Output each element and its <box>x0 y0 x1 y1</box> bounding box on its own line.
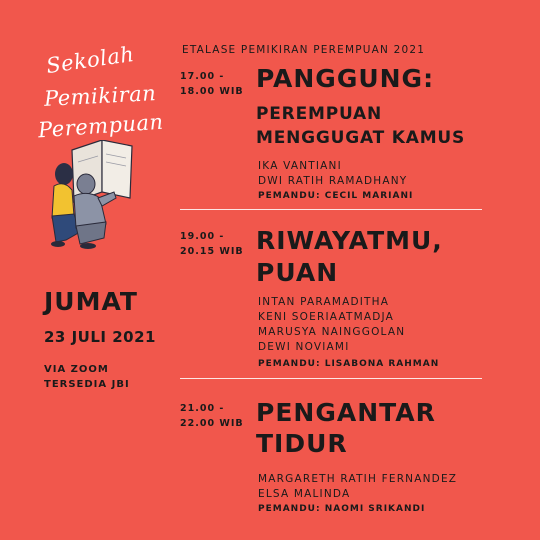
session-2-time <box>180 229 244 259</box>
event-day: JUMAT <box>44 287 138 316</box>
event-platform <box>44 362 130 392</box>
session-1-time-end: 18.00 WIB <box>180 86 244 97</box>
session-1-speakers <box>258 159 407 189</box>
session-1-moderator: PEMANDU: CECIL MARIANI <box>258 191 414 201</box>
reading-women-illustration <box>44 140 144 255</box>
speaker-name: IKA VANTIANI <box>258 160 342 172</box>
speaker-name: KENI SOERIAATMADJA <box>258 311 395 323</box>
event-date: 23 JULI 2021 <box>44 328 156 346</box>
session-2-moderator: PEMANDU: LISABONA RAHMAN <box>258 359 440 369</box>
via-zoom-text: VIA ZOOM <box>44 364 109 375</box>
session-3-time-end: 22.00 WIB <box>180 418 244 429</box>
session-divider <box>180 378 482 379</box>
session-2-time-end: 20.15 WIB <box>180 246 244 257</box>
speaker-name: DEWI NOVIAMI <box>258 341 350 353</box>
session-1-title-sub1: PEREMPUAN <box>256 104 383 124</box>
session-2-title-line1: RIWAYATMU, <box>256 226 443 255</box>
session-1-title-sub2: MENGGUGAT KAMUS <box>256 128 466 148</box>
logo-line-3: Perempuan <box>37 109 165 143</box>
session-3-speakers <box>258 472 457 502</box>
session-3-title-line1: PENGANTAR <box>256 398 436 427</box>
session-3-moderator: PEMANDU: NAOMI SRIKANDI <box>258 504 426 514</box>
jbi-text: TERSEDIA JBI <box>44 379 130 390</box>
speaker-name: MARGARETH RATIH FERNANDEZ <box>258 473 458 485</box>
logo-line-1: Sekolah <box>44 41 136 79</box>
session-2-speakers <box>258 295 405 355</box>
speaker-name: DWI RATIH RAMADHANY <box>258 175 408 187</box>
session-3-title-line2: TIDUR <box>256 429 348 458</box>
session-1-time <box>180 69 244 99</box>
speaker-name: INTAN PARAMADITHA <box>258 296 390 308</box>
session-2-time-start: 19.00 - <box>180 231 225 242</box>
session-2-title-line2: PUAN <box>256 258 339 287</box>
session-divider <box>180 209 482 210</box>
session-3-time-start: 21.00 - <box>180 403 225 414</box>
session-1-time-start: 17.00 - <box>180 71 225 82</box>
series-title: ETALASE PEMIKIRAN PEREMPUAN 2021 <box>182 44 426 56</box>
logo-line-2: Pemikiran <box>43 81 157 111</box>
session-3-time <box>180 401 244 431</box>
speaker-name: ELSA MALINDA <box>258 488 351 500</box>
speaker-name: MARUSYA NAINGGOLAN <box>258 326 406 338</box>
session-1-title-main: PANGGUNG: <box>256 64 435 93</box>
